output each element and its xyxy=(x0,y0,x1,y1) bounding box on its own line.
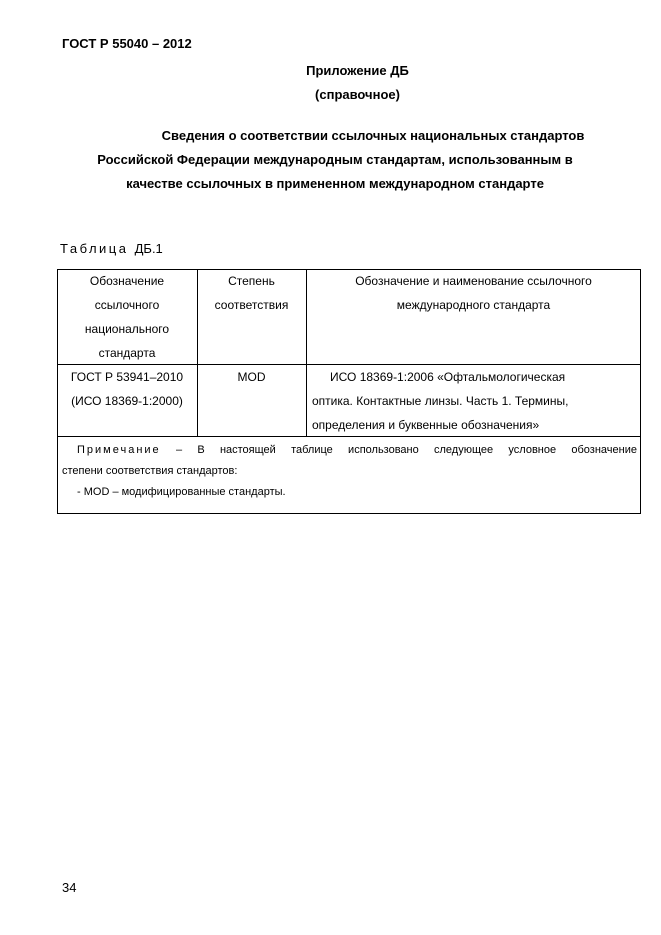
document-code: ГОСТ Р 55040 – 2012 xyxy=(62,36,192,51)
note-word: В xyxy=(197,444,205,456)
header-text: Обозначение xyxy=(89,274,165,288)
cell-text: ИСО 18369-1:2006 «Офтальмологическая xyxy=(330,370,566,384)
cell-text: (ИСО 18369-1:2000) xyxy=(71,394,183,408)
note-dash: – xyxy=(175,444,183,456)
cell-international-standard xyxy=(312,365,634,437)
note-word: обозначение xyxy=(571,444,637,456)
page-number: 34 xyxy=(62,880,77,895)
column-header-degree xyxy=(197,269,306,317)
cell-degree xyxy=(197,365,306,389)
column-header-national xyxy=(57,269,197,365)
appendix-kind: (справочное) xyxy=(315,87,400,102)
note-word: следующее xyxy=(434,444,494,456)
note-word: таблице xyxy=(291,444,333,456)
cell-national-standard xyxy=(57,365,197,413)
header-text: национального xyxy=(84,322,170,336)
note-line-1 xyxy=(62,440,637,461)
heading-line-1: Сведения о соответствии ссылочных национальных стандартов xyxy=(161,128,585,143)
appendix-title: Приложение ДБ xyxy=(306,63,409,78)
cell-text: оптика. Контактные линзы. Часть 1. Термины, xyxy=(312,394,569,408)
cell-text: ГОСТ Р 53941–2010 xyxy=(70,370,184,384)
note-word: условное xyxy=(508,444,557,456)
header-text: соответствия xyxy=(214,298,289,312)
column-header-international xyxy=(306,269,641,317)
header-text: стандарта xyxy=(98,346,156,360)
table-caption-number: ДБ.1 xyxy=(134,241,163,256)
note-word: использовано xyxy=(348,444,419,456)
table-note xyxy=(62,440,637,503)
header-text: ссылочного xyxy=(94,298,160,312)
note-word: настоящей xyxy=(219,444,276,456)
note-label: Примечание xyxy=(77,444,161,456)
cell-text: MOD xyxy=(237,370,266,384)
header-text: международного стандарта xyxy=(396,298,551,312)
table-caption-label: Таблица xyxy=(60,241,129,256)
header-text: Обозначение и наименование ссылочного xyxy=(355,274,592,288)
note-line-3: - MOD – модифицированные стандарты. xyxy=(77,486,286,498)
heading-line-3: качестве ссылочных в примененном международном стандарте xyxy=(126,176,544,191)
table-caption xyxy=(60,241,163,256)
heading-line-2: Российской Федерации международным стандартам, использованным в xyxy=(97,152,573,167)
cell-text: определения и буквенные обозначения» xyxy=(312,418,540,432)
note-line-2: степени соответствия стандартов: xyxy=(62,465,238,477)
header-text: Степень xyxy=(228,274,275,288)
